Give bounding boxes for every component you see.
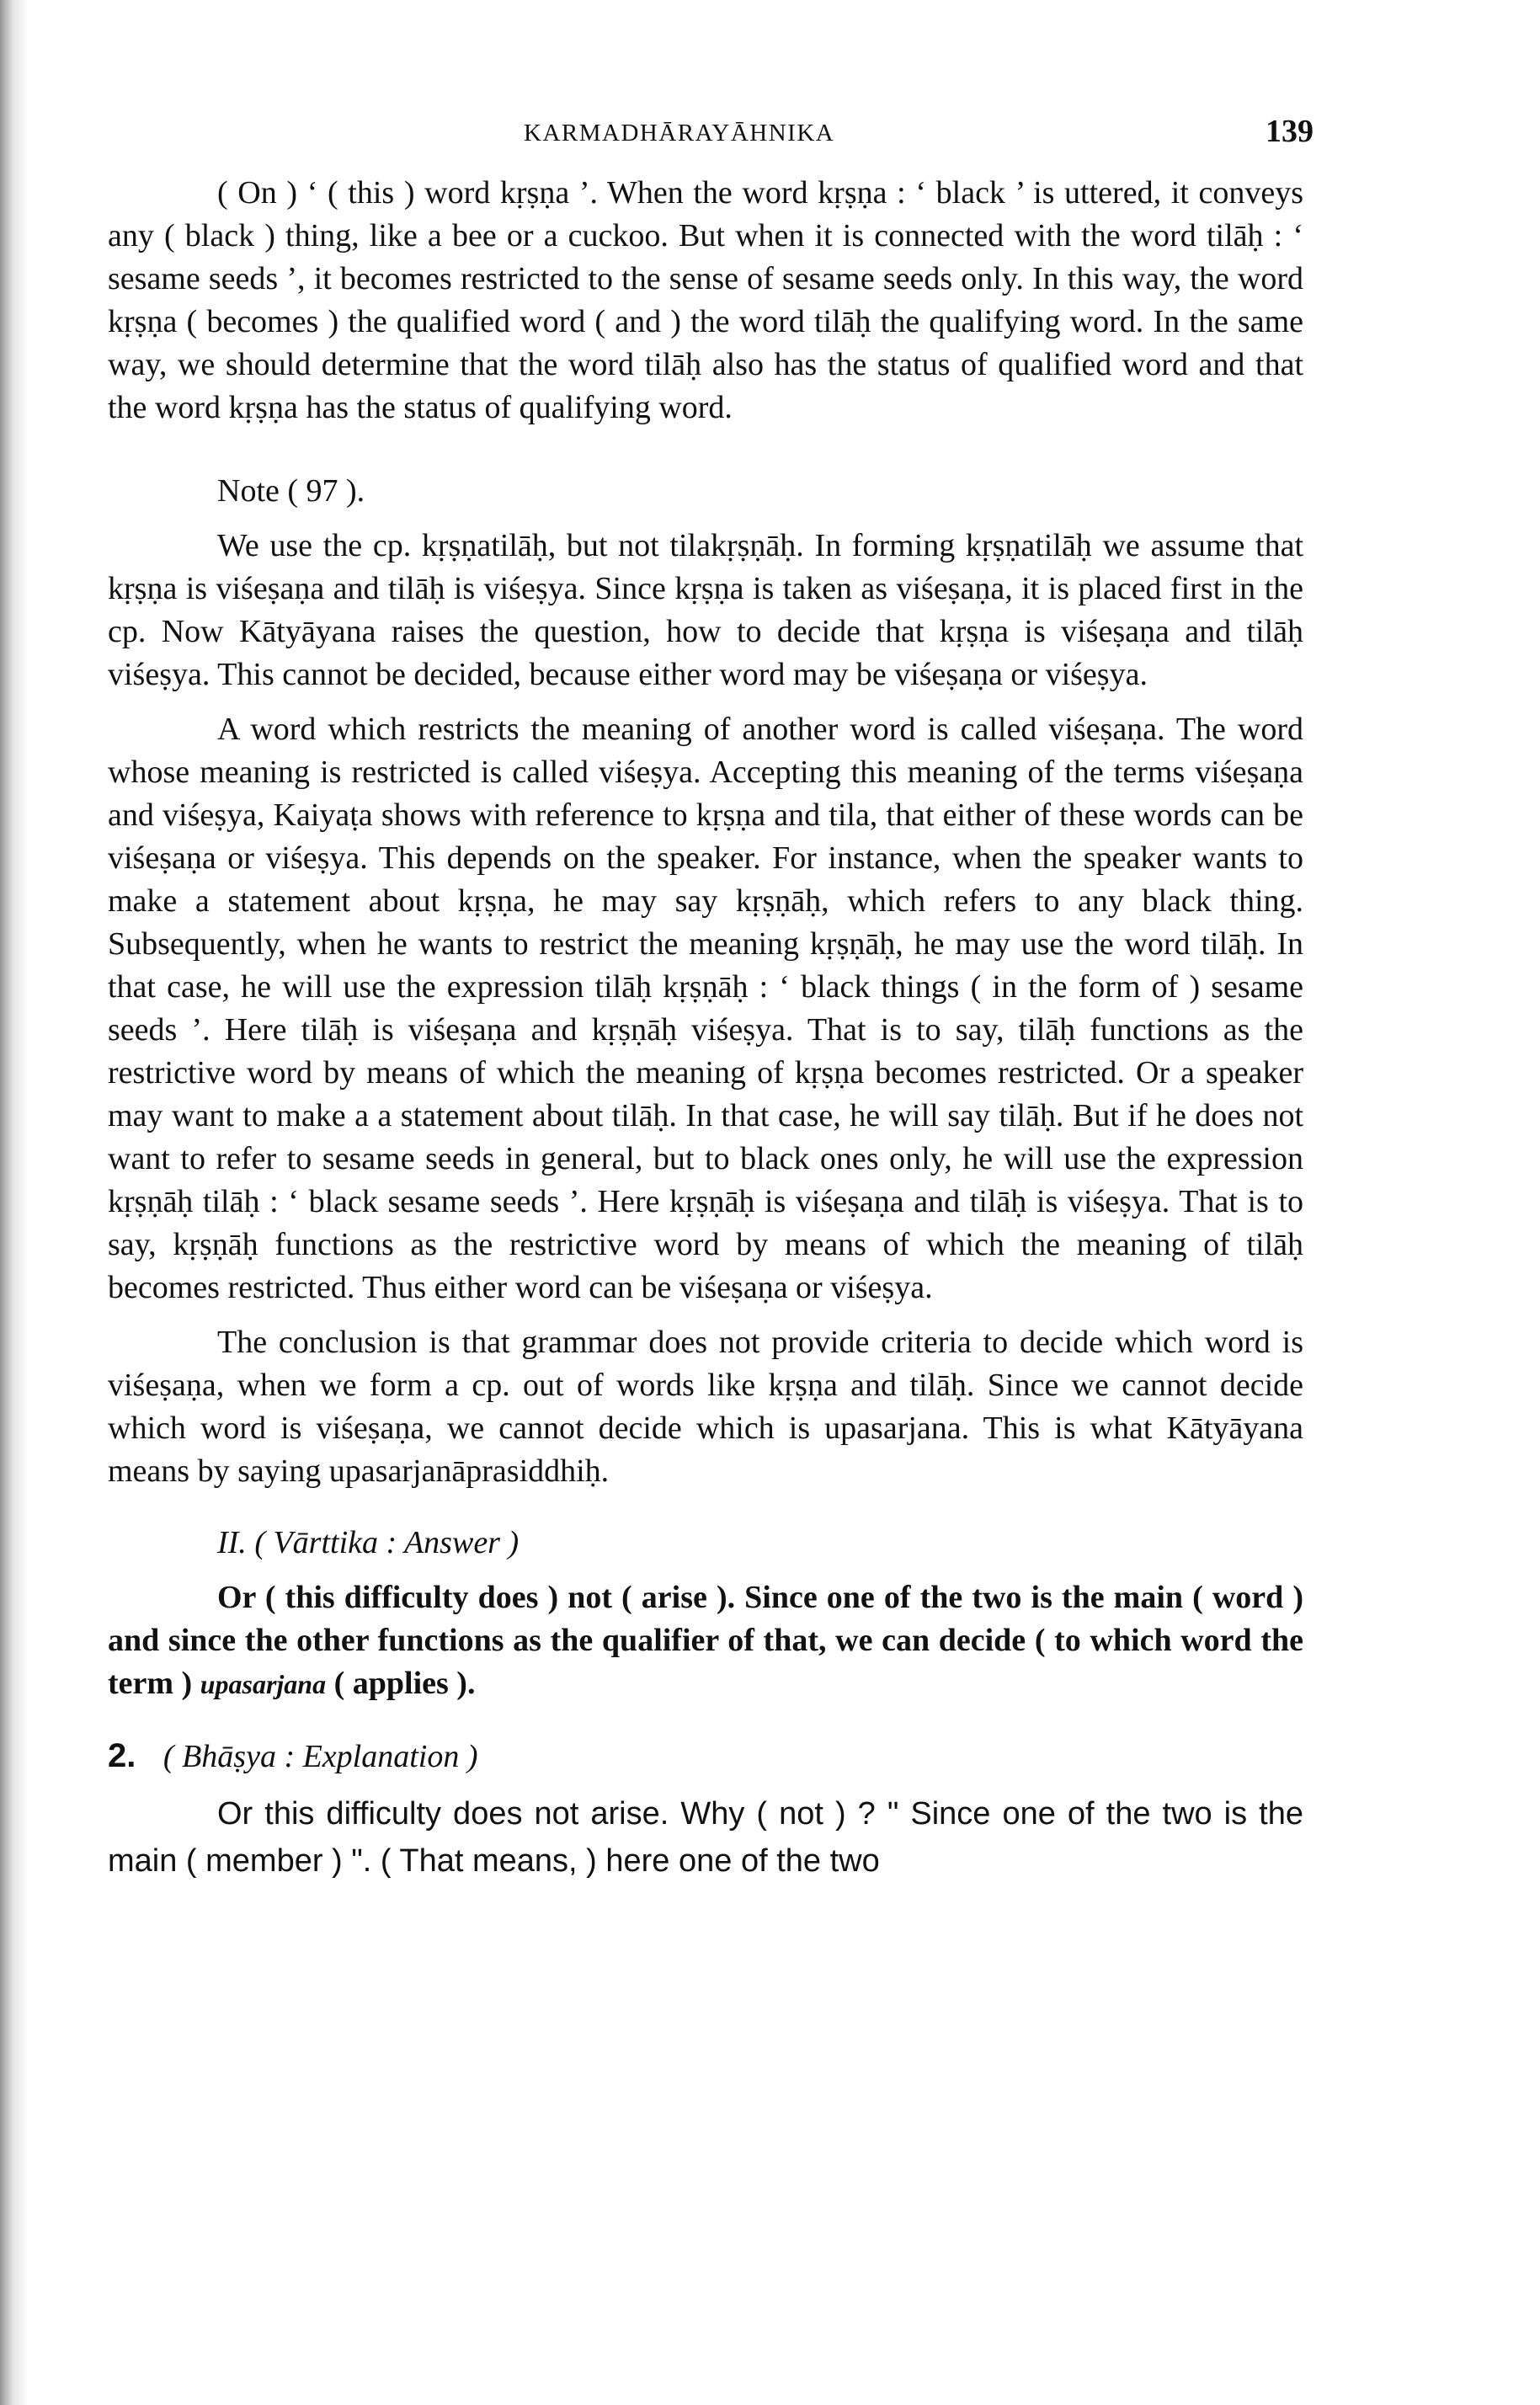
book-page xyxy=(108,101,1314,1885)
bhasya-heading xyxy=(108,1735,1303,1778)
paragraph-on-this-word: ( On ) ‘ ( this ) word kṛṣṇa ’. When the word kṛṣṇa : ‘ black ’ is uttered, it conveys any ( black ) thing, like a bee or a cuckoo. But when it is connected with the word tilāḥ : ‘ sesame seeds ’, it becomes restricted to the sense of sesame seeds only. In this way, the word kṛṣṇa ( becomes ) the qualified word ( and ) the word tilāḥ the qualifying word. In the same way, we should determine that the word tilāḥ also has the status of qualified word and that the word kṛṣṇa has the status of qualifying word. xyxy=(108,175,1303,425)
bhasya-text: Or this difficulty does not arise. Why ( not ) ? " Since one of the two is the main ( member ) ". ( That means, ) here one of the two xyxy=(108,1796,1303,1879)
paragraph-visesana-definition: A word which restricts the meaning of another word is called viśeṣaṇa. The word whose meaning is restricted is called viśeṣya. Accepting this meaning of the terms viśeṣaṇa and viśeṣya, Kaiyaṭa shows with reference to kṛṣṇa and tila, that either of these words can be viśeṣaṇa or viśeṣya. This depends on the speaker. For instance, when the speaker wants to make a statement about kṛṣṇa, he may say kṛṣṇāḥ, which refers to any black thing. Subsequently, when he wants to restrict the meaning kṛṣṇāḥ, he may use the word tilāḥ. In that case, he will use the expression tilāḥ kṛṣṇāḥ : ‘ black things ( in the form of ) sesame seeds ’. Here tilāḥ is viśeṣaṇa and kṛṣṇāḥ viśeṣya. That is to say, tilāḥ functions as the restrictive word by means of which the meaning of kṛṣṇa becomes restricted. Or a speaker may want to make a a statement about tilāḥ. In that case, he will say tilāḥ. But if he does not want to refer to sesame seeds in general, but to black ones only, he will use the expression kṛṣṇāḥ tilāḥ : ‘ black sesame seeds ’. Here kṛṣṇāḥ is viśeṣaṇa and tilāḥ is viśeṣya. That is to say, kṛṣṇāḥ functions as the restrictive word by means of which the meaning of tilāḥ becomes restricted. Thus either word can be viśeṣaṇa or viśeṣya. xyxy=(108,712,1303,1305)
scan-edge-shadow xyxy=(0,0,29,2405)
bhasya-label: ( Bhāṣya : Explanation ) xyxy=(163,1739,478,1774)
running-title: KARMADHĀRAYĀHNIKA xyxy=(524,120,835,147)
varttika-label: ( Vārttika : Answer ) xyxy=(254,1525,520,1560)
varttika-heading xyxy=(108,1522,1303,1565)
bhasya-number: 2. xyxy=(108,1737,136,1774)
paragraph-conclusion: The conclusion is that grammar does not provide criteria to decide which word is viśeṣaṇa, when we form a cp. out of words like kṛṣṇa and tilāḥ. Since we cannot decide which word is viśeṣaṇa, we cannot decide which is upasarjana. This is what Kātyāyana means by saying upasarjanāprasiddhiḥ. xyxy=(108,1325,1303,1489)
note-title: Note ( 97 ). xyxy=(217,473,365,509)
varttika-text-main: Or ( this difficulty does ) not ( arise ). Since one of the two is the main ( word ) and since the other functions as the qualifier of that, we can decide ( to which word the term ) xyxy=(108,1580,1303,1701)
varttika-term: upasarjana xyxy=(200,1669,327,1699)
page-number: 139 xyxy=(1266,114,1314,149)
page-header xyxy=(108,101,1314,172)
varttika-text xyxy=(108,1576,1303,1706)
varttika-text-end: ( applies ). xyxy=(333,1666,476,1701)
paragraph-compound-forming: We use the cp. kṛṣṇatilāḥ, but not tilakṛṣṇāḥ. In forming kṛṣṇatilāḥ we assume that kṛṣṇa is viśeṣaṇa and tilāḥ is viśeṣya. Since kṛṣṇa is taken as viśeṣaṇa, it is placed first in the cp. Now Kātyāyana raises the question, how to decide that kṛṣṇa is viśeṣaṇa and tilāḥ viśeṣya. This cannot be decided, because either word may be viśeṣaṇa or viśeṣya. xyxy=(108,528,1303,692)
varttika-number: II. xyxy=(217,1525,247,1560)
